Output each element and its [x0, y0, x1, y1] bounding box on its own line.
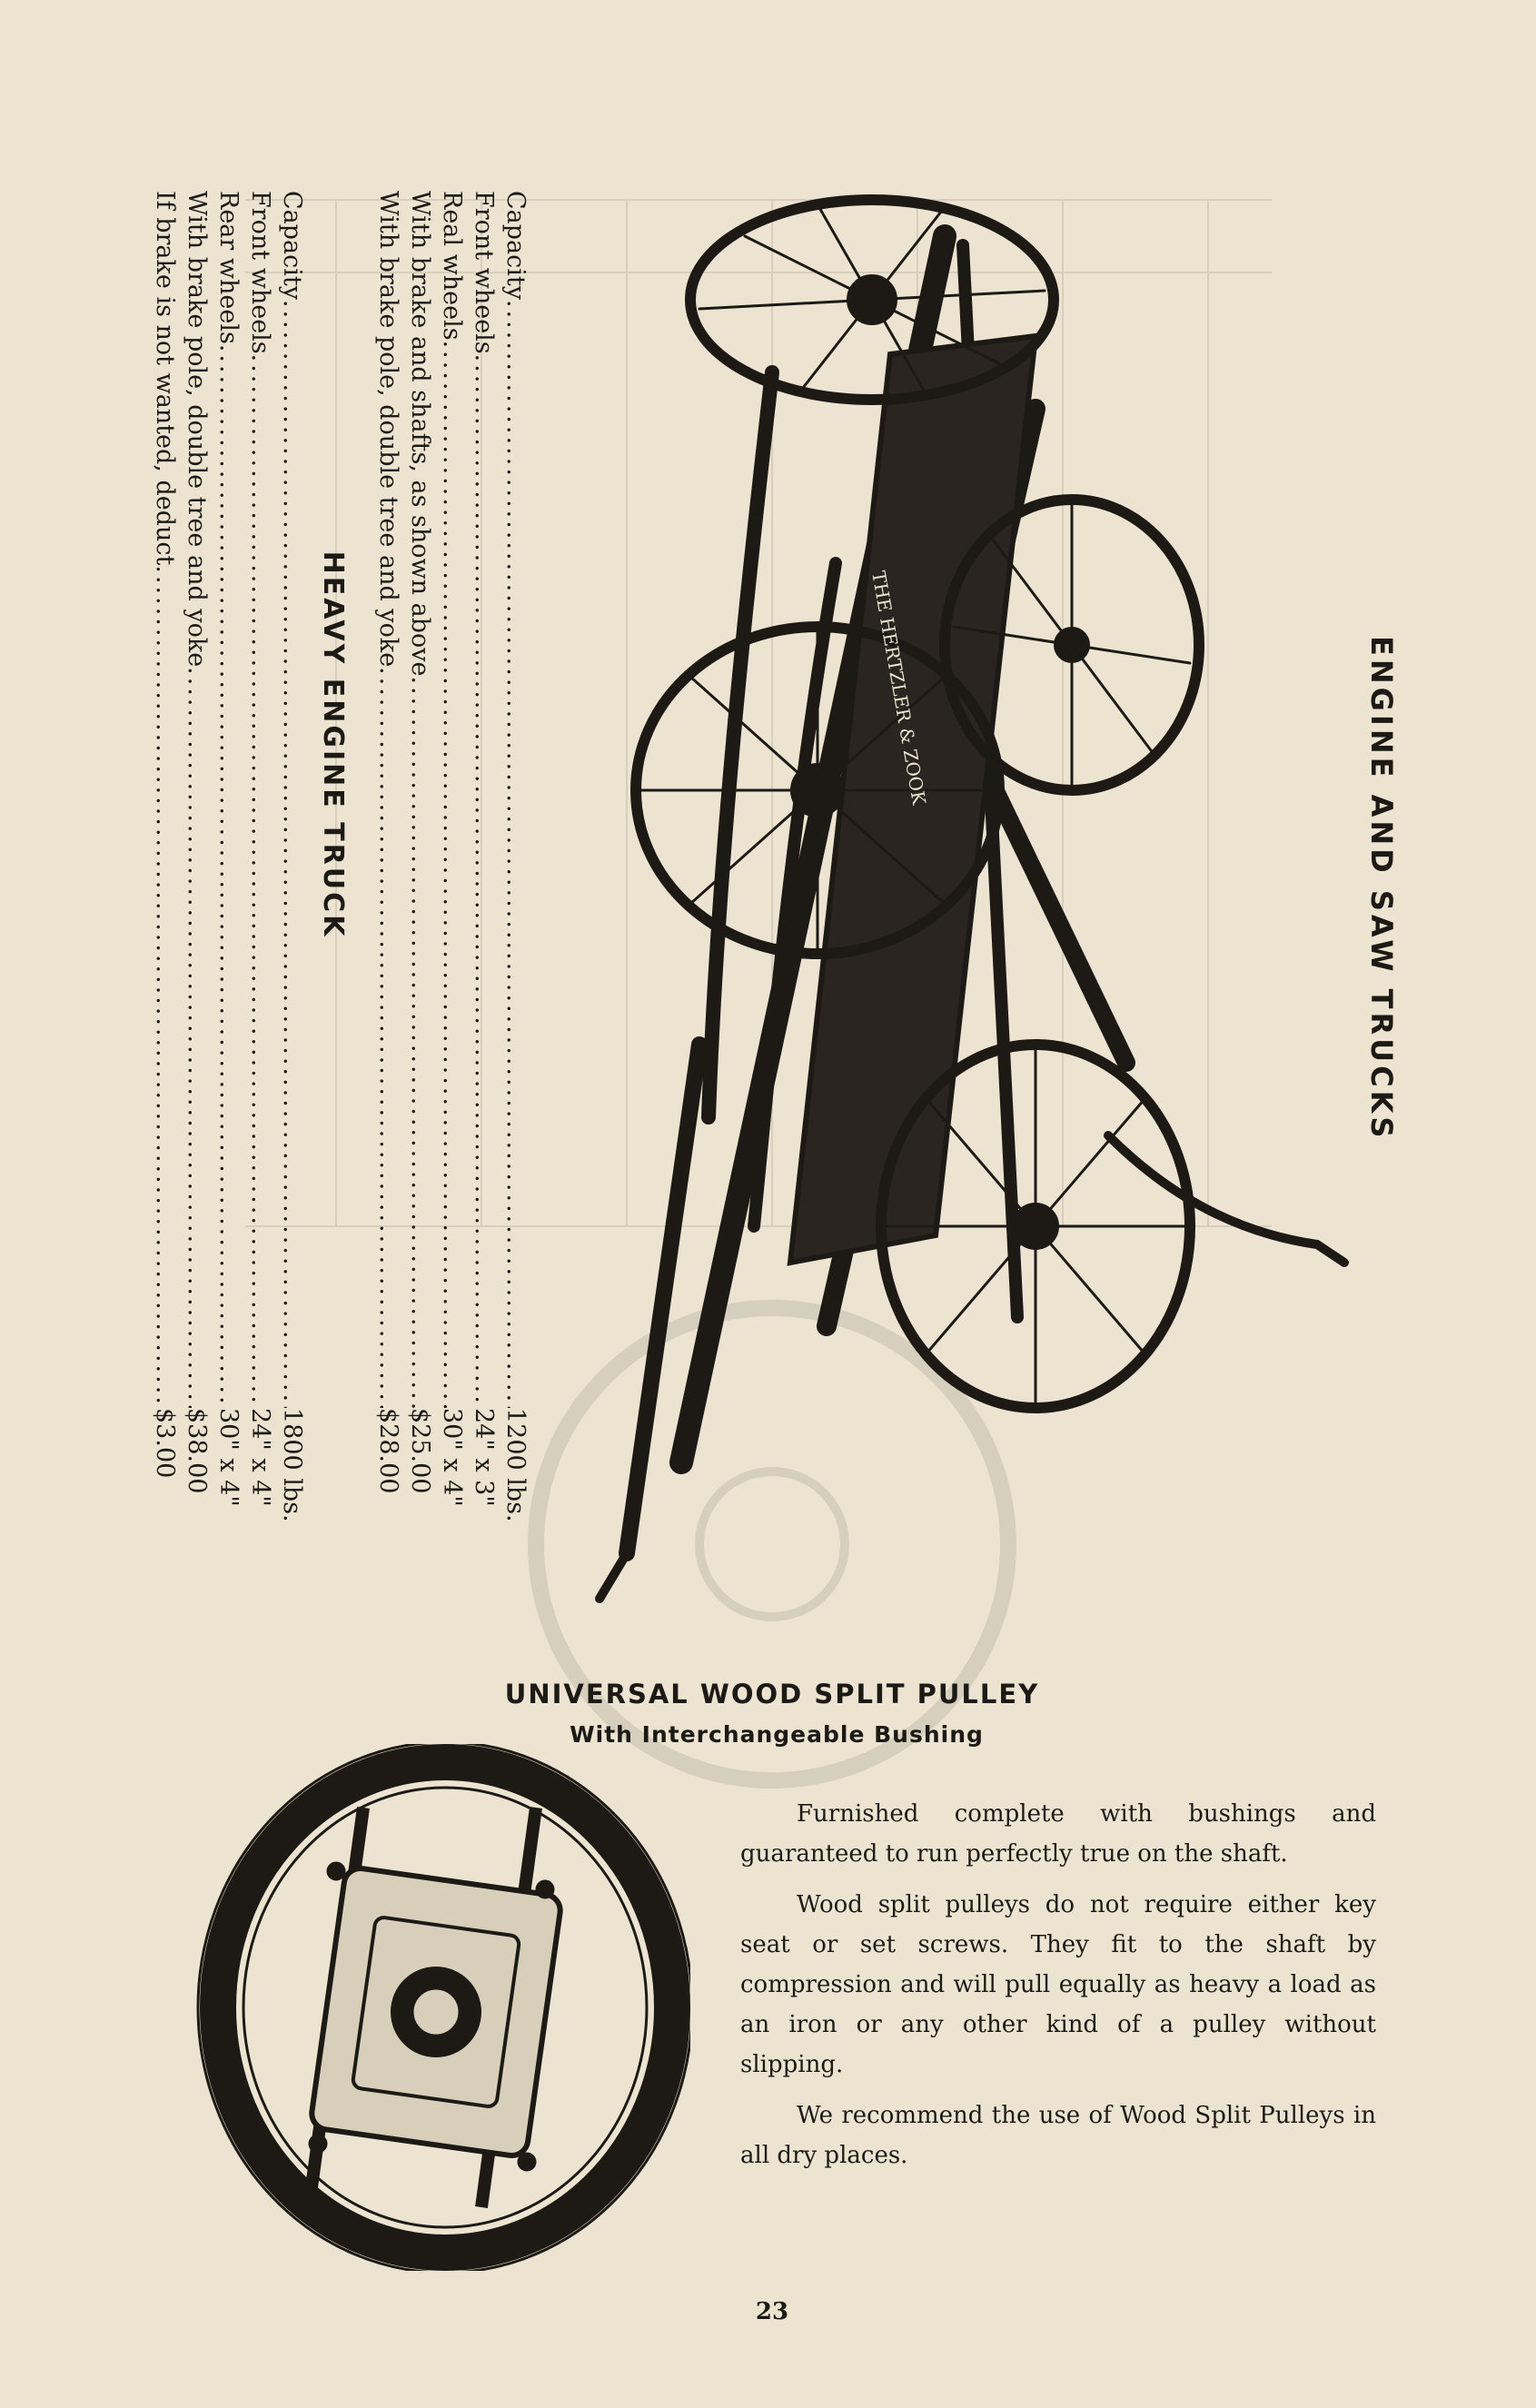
spec-value: $28.00 — [374, 1408, 402, 1494]
spec-row — [149, 191, 181, 1535]
spec-label: With brake and shafts, as shown above — [406, 191, 434, 677]
paragraph: Furnished complete with bushings and guaranteed to run perfectly true on the shaft. — [740, 1800, 1376, 1868]
spec-row — [244, 191, 276, 1535]
spec-value: $38.00 — [183, 1408, 211, 1494]
spec-value: 30" x 4" — [214, 1408, 243, 1507]
leader-dots — [372, 667, 404, 1408]
spec-value: 30" x 4" — [438, 1408, 466, 1507]
leader-dots — [181, 667, 213, 1408]
leader-dots — [276, 300, 308, 1408]
spec-label: Rear wheels — [214, 191, 243, 344]
paragraph: Wood split pulleys do not require either key seat or set screws. They fit to the shaft by compression and will pull equally as heavy a load as an iron or any other kind of a pulley without slipping. — [740, 1891, 1376, 2078]
spec-label: Front wheels — [246, 191, 274, 354]
leader-dots — [404, 677, 436, 1409]
pulley-title: UNIVERSAL WOOD SPLIT PULLEY — [504, 1679, 1040, 1709]
spec-label: If brake is not wanted, deduct — [151, 191, 179, 566]
spec-label: With brake pole, double tree and yoke — [183, 191, 211, 668]
spec-value: $3.00 — [151, 1408, 179, 1479]
spec-label: Front wheels — [470, 191, 498, 354]
spec-label: Capacity — [501, 191, 530, 300]
spec-label: Capacity — [278, 191, 306, 300]
spec-label: With brake pole, double tree and yoke — [374, 191, 402, 668]
heavy-truck-heading: HEAVY ENGINE TRUCK — [317, 550, 349, 939]
spec-label: Real wheels — [438, 191, 466, 341]
section-title: ENGINE AND SAW TRUCKS — [1364, 636, 1399, 1142]
spec-value: 1200 lbs. — [501, 1408, 530, 1522]
spec-row — [436, 191, 468, 1535]
wood-split-pulley-illustration — [182, 1744, 690, 2271]
engine-truck-illustration — [563, 136, 1381, 1608]
truck-wagon-lettering: THE HERTZLER & ZOOK — [867, 569, 931, 807]
spec-row — [500, 191, 531, 1535]
pulley-subtitle: With Interchangeable Bushing — [570, 1721, 984, 1748]
truck-specifications — [149, 191, 531, 1535]
leader-dots — [244, 354, 276, 1408]
spec-row — [372, 191, 404, 1535]
leader-dots — [468, 354, 500, 1408]
spec-value: 24" x 4" — [246, 1408, 274, 1507]
spec-row — [213, 191, 244, 1535]
spec-row — [404, 191, 436, 1535]
light-truck-block — [372, 191, 531, 1535]
spec-value: $25.00 — [406, 1408, 434, 1494]
leader-dots — [149, 565, 181, 1408]
leader-dots — [500, 300, 531, 1408]
heavy-truck-block — [149, 191, 308, 1535]
spec-value: 1800 lbs. — [278, 1408, 306, 1522]
spec-row — [276, 191, 308, 1535]
pulley-description — [740, 1794, 1376, 2186]
leader-dots — [436, 341, 468, 1408]
spec-value: 24" x 3" — [470, 1408, 498, 1507]
spec-row — [468, 191, 500, 1535]
spec-row — [181, 191, 213, 1535]
leader-dots — [213, 344, 244, 1408]
page-number: 23 — [755, 2298, 789, 2325]
paragraph: We recommend the use of Wood Split Pulleys in all dry places. — [740, 2102, 1376, 2169]
